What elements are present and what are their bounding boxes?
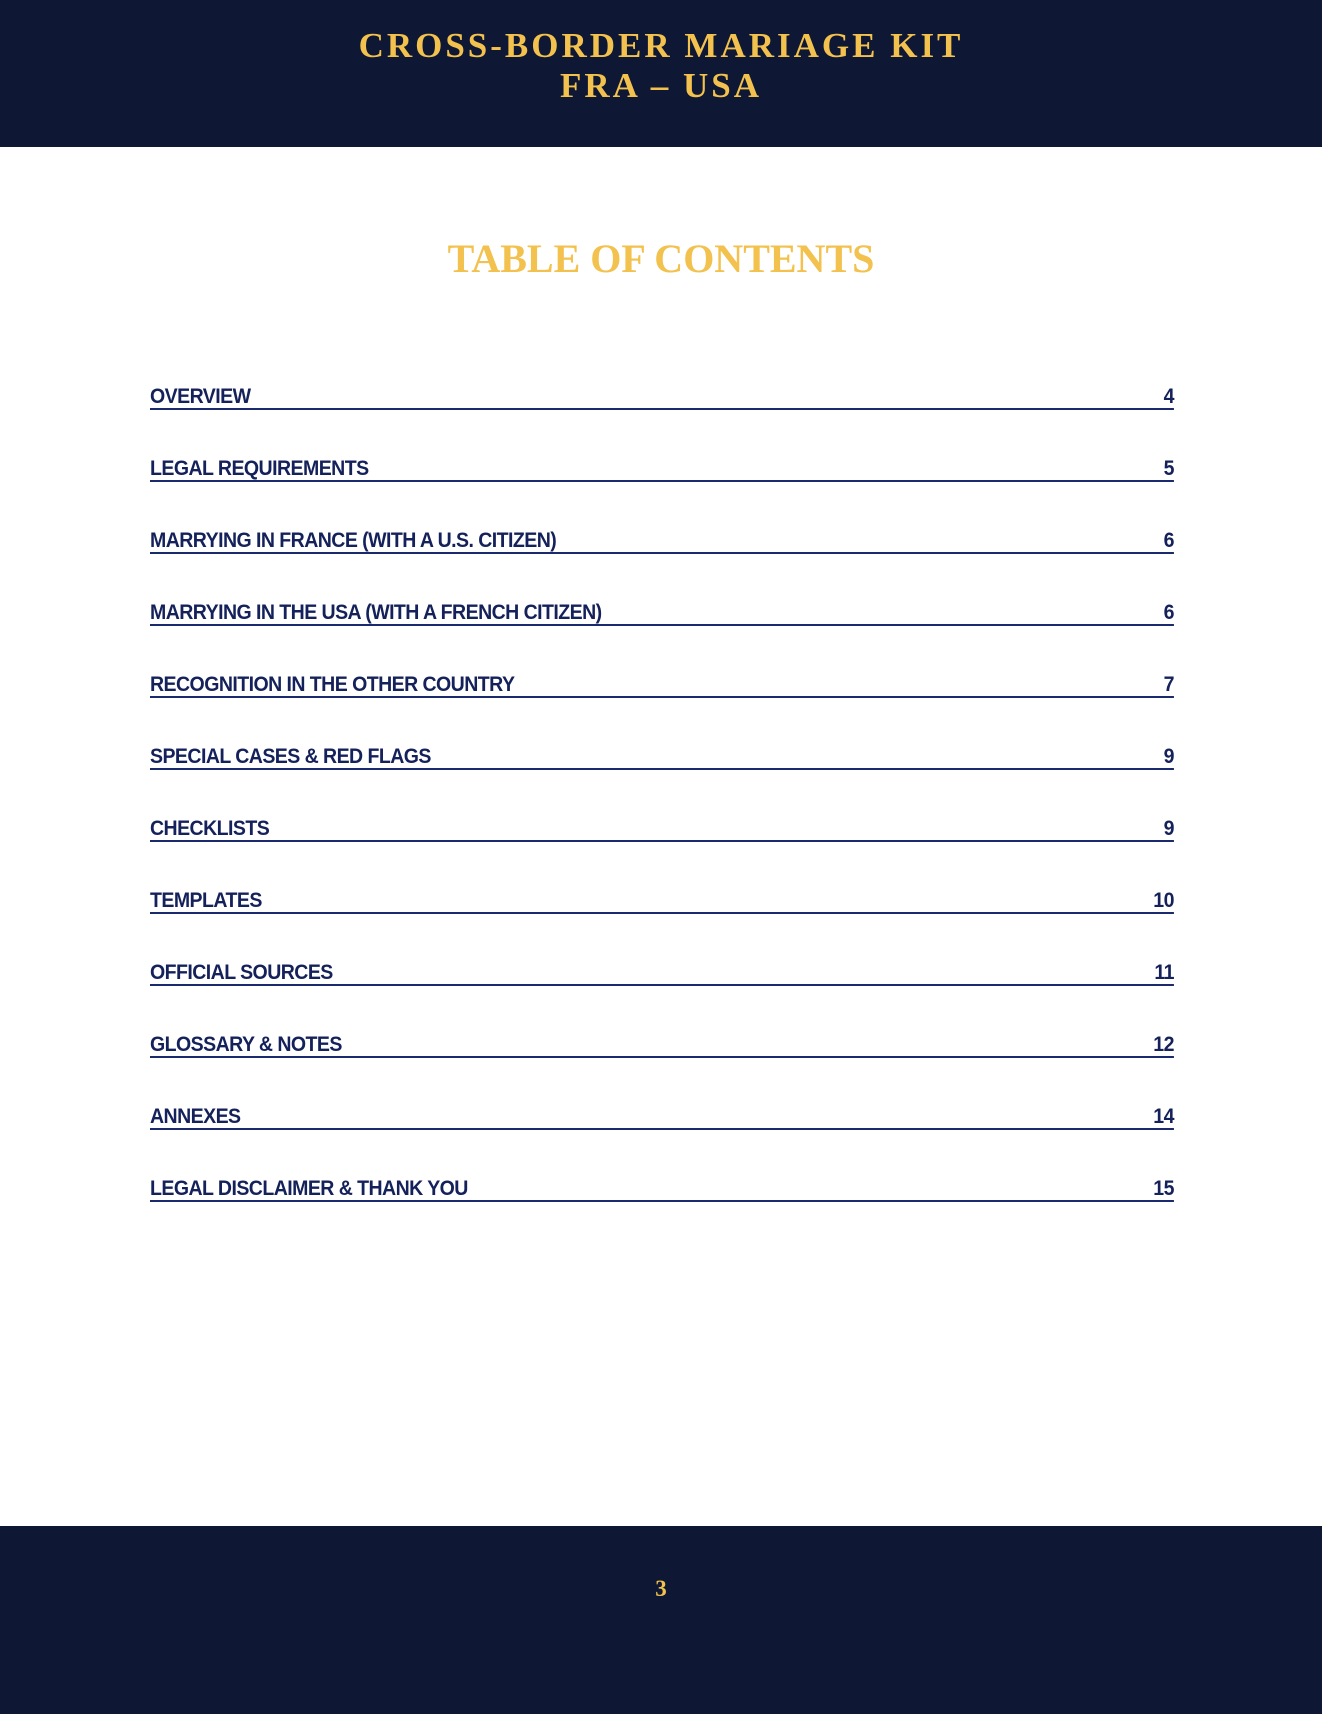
toc-link-annexes[interactable] (150, 1102, 1174, 1130)
toc-link-official-sources[interactable] (150, 958, 1174, 986)
toc-entry (150, 742, 1174, 814)
toc-entry (150, 670, 1174, 742)
toc-entry-label: TEMPLATES (150, 889, 262, 912)
toc-entry (150, 1030, 1174, 1102)
toc-entry-page: 5 (1163, 457, 1174, 480)
toc-entry (150, 382, 1174, 454)
document-subtitle: FRA – USA (559, 66, 763, 105)
toc-entry-page: 6 (1163, 601, 1174, 624)
toc-entry (150, 454, 1174, 526)
toc-entry-label: MARRYING IN FRANCE (WITH A U.S. CITIZEN) (150, 529, 557, 552)
toc-entry-label: ANNEXES (150, 1105, 241, 1128)
toc-link-templates[interactable] (150, 886, 1174, 914)
toc-entry-page: 9 (1163, 745, 1174, 768)
toc-link-marrying-in-france[interactable] (150, 526, 1174, 554)
toc-entry-label: LEGAL DISCLAIMER & THANK YOU (150, 1177, 468, 1200)
document-title: CROSS-BORDER MARIAGE KIT (358, 26, 964, 65)
toc-link-legal-disclaimer[interactable] (150, 1174, 1174, 1202)
toc-entry-label: OVERVIEW (150, 385, 251, 408)
toc-entry-label: LEGAL REQUIREMENTS (150, 457, 369, 480)
toc-link-recognition[interactable] (150, 670, 1174, 698)
toc-entry-label: MARRYING IN THE USA (WITH A FRENCH CITIZEN) (150, 601, 602, 624)
toc-link-checklists[interactable] (150, 814, 1174, 842)
toc-entry (150, 598, 1174, 670)
toc-entry (150, 1174, 1174, 1246)
toc-link-overview[interactable] (150, 382, 1174, 410)
toc-entry-page: 7 (1163, 673, 1174, 696)
page-footer (0, 1526, 1322, 1714)
toc-entry-label: SPECIAL CASES & RED FLAGS (150, 745, 431, 768)
toc-entry (150, 526, 1174, 598)
table-of-contents (150, 382, 1174, 1246)
toc-entry (150, 1102, 1174, 1174)
toc-link-legal-requirements[interactable] (150, 454, 1174, 482)
toc-entry (150, 958, 1174, 1030)
toc-entry (150, 814, 1174, 886)
toc-entry-page: 6 (1163, 529, 1174, 552)
toc-entry-label: OFFICIAL SOURCES (150, 961, 333, 984)
page-header (0, 0, 1322, 147)
toc-entry-page: 14 (1153, 1105, 1174, 1128)
toc-entry-label: CHECKLISTS (150, 817, 270, 840)
toc-link-marrying-in-usa[interactable] (150, 598, 1174, 626)
toc-entry (150, 886, 1174, 958)
toc-heading: TABLE OF CONTENTS (447, 236, 875, 281)
toc-entry-page: 15 (1153, 1177, 1174, 1200)
toc-link-glossary[interactable] (150, 1030, 1174, 1058)
toc-entry-page: 4 (1163, 385, 1174, 408)
toc-entry-page: 11 (1154, 961, 1174, 984)
toc-link-special-cases[interactable] (150, 742, 1174, 770)
toc-entry-label: RECOGNITION IN THE OTHER COUNTRY (150, 673, 515, 696)
toc-entry-label: GLOSSARY & NOTES (150, 1033, 342, 1056)
toc-entry-page: 10 (1153, 889, 1174, 912)
toc-entry-page: 12 (1153, 1033, 1174, 1056)
page-number: 3 (655, 1576, 667, 1601)
toc-entry-page: 9 (1163, 817, 1174, 840)
